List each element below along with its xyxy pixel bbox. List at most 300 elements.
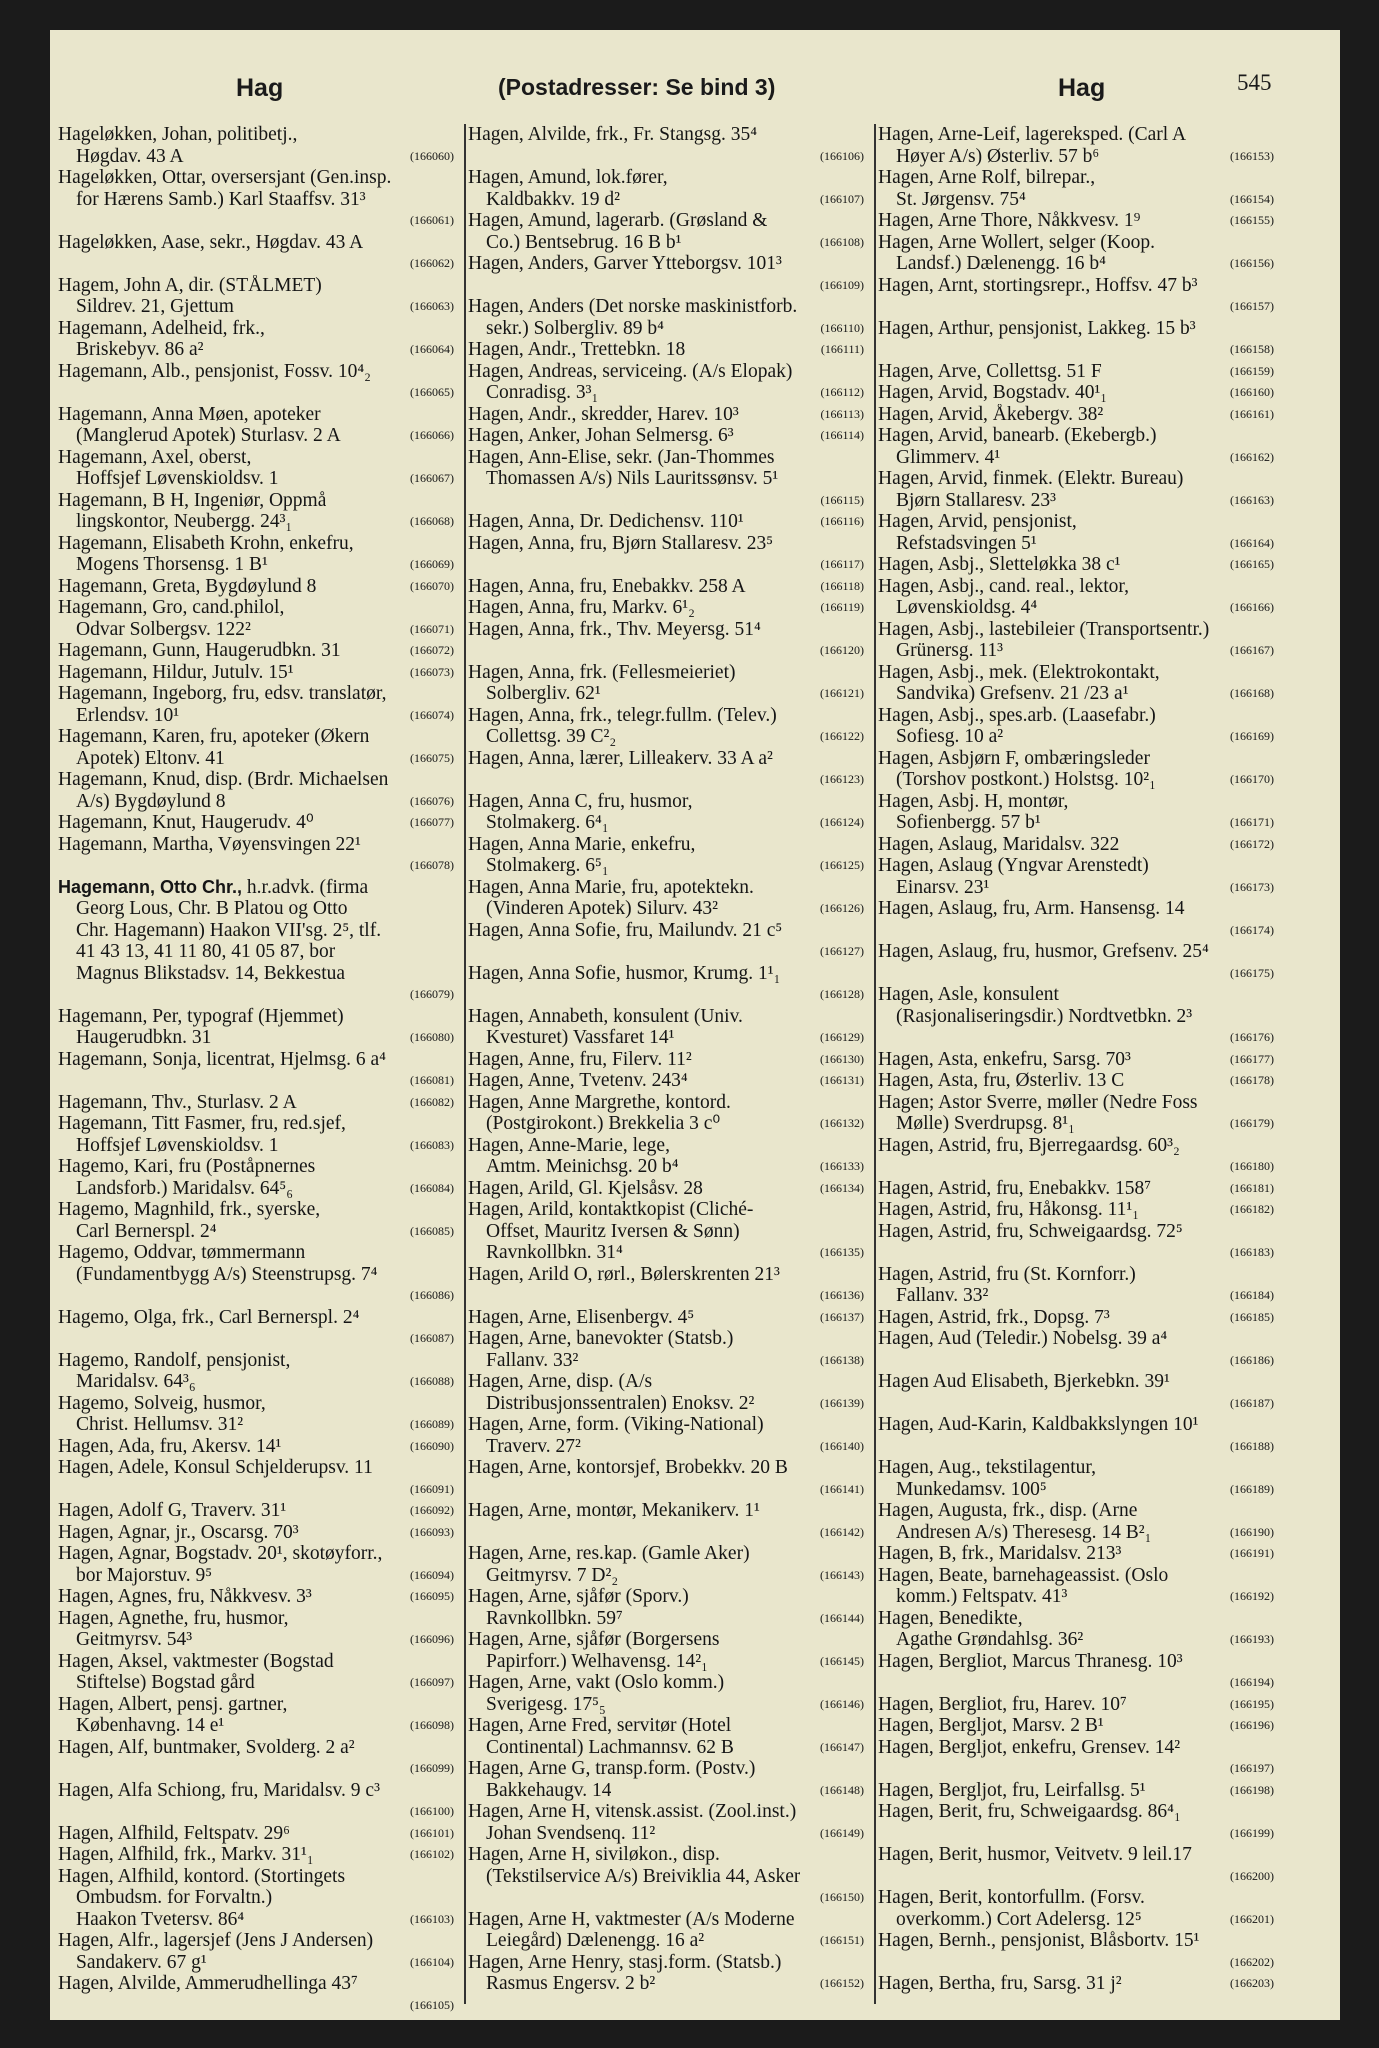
directory-entry [468,748,864,791]
directory-entry [58,490,454,533]
entry-line [878,941,1274,963]
entry-number: (166075) [410,750,454,765]
entry-number: (166069) [410,557,454,571]
entry-number: (166138) [820,1352,864,1367]
entry-text: Ravnkollbkn. 31⁴ [486,1242,623,1263]
directory-entry [58,1522,454,1544]
entry-text: Hagen, Beate, barnehageassist. (Oslo [878,1564,1169,1586]
directory-entry [468,511,864,533]
entry-line [58,404,454,426]
directory-entry [878,1135,1274,1178]
entry-text: Hagen, Albert, pensj. gartner, [58,1693,288,1715]
directory-entry [58,877,454,1006]
entry-line [878,1092,1274,1114]
directory-entry [468,361,864,404]
entry-line [878,705,1274,727]
entry-number: (166107) [820,191,864,206]
entry-text: Stiftelse) Bogstad gård [76,1672,255,1693]
entry-number: (166102) [410,1847,454,1861]
entry-number: (166189) [1230,1481,1274,1496]
entry-line [878,662,1274,684]
entry-line [58,361,454,383]
entry-line [878,1070,1274,1092]
entry-line [878,1006,1274,1028]
directory-entry [878,382,1274,404]
entry-text: Hagen, Alfhild, frk., Markv. 31¹₁ [58,1844,314,1865]
entry-text: Hagen, Arne, banevokter (Statsb.) [468,1328,734,1349]
entry-line [58,146,454,168]
entry-text: Hagen, Anna, frk., Thv. Meyersg. 51⁴ [468,618,761,640]
entry-line [878,167,1274,189]
directory-entry [468,1629,864,1672]
directory-entry [58,1393,454,1436]
entry-text: Hagemann, Gro, cand.philol, [58,597,285,618]
entry-text: Hagen Aud Elisabeth, Bjerkebkn. 39¹ [878,1371,1170,1392]
entry-line [878,1844,1274,1866]
entry-line [58,984,454,1006]
entry-line [58,1737,454,1759]
directory-entry [878,1973,1274,1995]
directory-entry [58,1092,454,1114]
entry-text: Hagen, Arne, kontorsjef, Brobekkv. 20 B [468,1457,788,1478]
directory-entry [58,1113,454,1156]
entry-line [878,683,1274,705]
entry-text: Maridalsv. 64³₆ [76,1371,196,1392]
entry-number: (166151) [820,1933,864,1947]
entry-text: St. Jørgensv. 75⁴ [896,188,1026,210]
entry-line [58,1694,454,1716]
entry-text: Hagen; Astor Sverre, møller (Nedre Foss [878,1091,1198,1113]
entry-number: (166096) [410,1632,454,1646]
entry-line [58,124,454,146]
entry-line [878,361,1274,383]
directory-entry [878,984,1274,1049]
entry-text: Hagemann, Knut, Haugerudv. 4⁰ [58,812,314,833]
entry-line [878,1866,1274,1888]
entry-line [468,253,864,275]
entry-number: (166080) [410,1030,454,1044]
entry-line [878,382,1274,404]
entry-text: Hagen, Bernh., pensjonist, Blåsbortv. 15¹ [878,1930,1200,1951]
entry-text: Hagen, Arne, disp. (A/s [468,1371,653,1392]
entry-line [58,232,454,254]
entry-line [58,1328,454,1350]
entry-line [878,640,1274,662]
entry-line [468,1629,864,1651]
entry-line [58,339,454,361]
directory-entry [468,1672,864,1715]
entry-line [468,447,864,469]
entry-number: (166071) [410,621,454,636]
directory-entry [878,576,1274,619]
entry-text: Hagen, Arne, vakt (Oslo komm.) [468,1672,725,1693]
entry-text: Hagen, Aslaug, fru, husmor, Grefsenv. 25⁴ [878,941,1209,962]
entry-line [878,339,1274,361]
entry-line [58,1823,454,1845]
entry-line [58,468,454,490]
entry-text: Landsforb.) Maridalsv. 64⁵₆ [76,1177,294,1199]
entry-text: Geitmyrsv. 54³ [76,1629,193,1650]
entry-number: (166146) [820,1696,864,1711]
entry-number: (166177) [1230,1051,1274,1066]
directory-entry [878,511,1274,554]
entry-text: Hagen, Arne, form. (Viking-National) [468,1414,764,1435]
entry-text: Hagen, B, frk., Maridalsv. 213³ [878,1543,1122,1564]
directory-entry [878,167,1274,210]
entry-line [878,877,1274,899]
entry-text: Hagen, Aud-Karin, Kaldbakkslyngen 10¹ [878,1414,1199,1435]
entry-text: Odvar Solbergsv. 122² [76,618,251,640]
directory-entry [468,662,864,705]
entry-line [468,1350,864,1372]
entry-line [58,1866,454,1888]
entry-number: (166125) [820,858,864,872]
entry-text: Hagen, Astrid, fru, Schweigaardsg. 72⁵ [878,1220,1183,1242]
entry-line [468,1801,864,1823]
entry-line [878,1242,1274,1264]
entry-line [58,189,454,211]
directory-entry [878,662,1274,705]
entry-number: (166154) [1230,191,1274,206]
entry-line [58,1092,454,1114]
entry-number: (166196) [1230,1718,1274,1732]
entry-number: (166104) [410,1954,454,1969]
entry-number: (166133) [820,1159,864,1173]
entry-line [58,1651,454,1673]
entry-text: Hagen, Anna, fru, Enebakkv. 258 A [468,575,746,597]
entry-text: Hagen, Asbj. H, montør, [878,790,1069,812]
entry-line [468,1672,864,1694]
entry-line [878,812,1274,834]
entry-text: Hagemann, Elisabeth Krohn, enkefru, [58,532,354,554]
entry-number: (166142) [820,1524,864,1539]
entry-text: Hagen, Arne H, vaktmester (A/s Moderne [468,1908,795,1930]
column-divider [464,124,466,2004]
entry-line [468,726,864,748]
entry-line [878,1113,1274,1135]
directory-entry [878,275,1274,318]
entry-number: (166063) [410,299,454,313]
entry-number: (166131) [820,1073,864,1087]
directory-entry [468,1178,864,1200]
directory-entry [58,640,454,662]
entry-text: Hoffsjef Løvenskioldsv. 1 [76,468,279,489]
directory-entry [58,1866,454,1931]
entry-number: (166170) [1230,772,1274,786]
entry-text: Hagen, Adele, Konsul Schjelderupsv. 11 [58,1457,373,1478]
entry-text: Hagen, Asle, konsulent [878,984,1059,1005]
directory-entry [468,1909,864,1952]
entry-line [878,124,1274,146]
entry-text: Hagemann, Martha, Vøyensvingen 22¹ [58,833,361,855]
entry-text: Hagemann, Hildur, Jutulv. 15¹ [58,661,294,683]
entry-line [58,1285,454,1307]
entry-text: bor Majorstuv. 9⁵ [76,1564,213,1586]
entry-text: Hagen, Adolf G, Traverv. 31¹ [58,1500,287,1521]
entry-number: (166085) [410,1223,454,1238]
entry-text: Hagen, Anne Margrethe, kontord. [468,1091,731,1113]
header-left-keyword: Hag [236,74,284,102]
entry-line [878,1651,1274,1673]
entry-text: Hagen, Aslaug (Yngvar Arenstedt) [878,855,1149,876]
entry-line [878,404,1274,426]
entry-line [878,1909,1274,1931]
entry-text: Hagen, Anna Sofie, fru, Mailundv. 21 c⁵ [468,919,783,941]
entry-line [58,1350,454,1372]
entry-number: (166110) [820,320,864,335]
entry-line [878,597,1274,619]
entry-line [58,1586,454,1608]
directory-entry [58,576,454,598]
entry-line [468,1758,864,1780]
entry-text: Hagemo, Oddvar, tømmermann [58,1242,306,1263]
entry-number: (166173) [1230,879,1274,894]
entry-text: 41 43 13, 41 11 80, 41 05 87, bor [76,941,336,962]
entry-text: Christ. Hellumsv. 31² [76,1414,244,1435]
entry-line [468,275,864,297]
entry-text: Magnus Blikstadsv. 14, Bekkestua [76,962,346,984]
directory-entry [878,1371,1274,1414]
entry-line [468,1909,864,1931]
entry-line [468,705,864,727]
entry-number: (166121) [820,686,864,700]
entry-number: (166117) [820,557,864,571]
directory-entry [58,361,454,404]
entry-text: Hagen, Anna Marie, enkefru, [468,833,696,855]
entry-number: (166135) [820,1245,864,1259]
entry-number: (166100) [410,1804,454,1818]
entry-text: A/s) Bygdøylund 8 [76,790,226,812]
directory-entry [468,167,864,210]
entry-line [58,1135,454,1157]
entry-line [878,1156,1274,1178]
entry-line [468,1457,864,1479]
entry-text: Hagen, Bertha, fru, Sarsg. 31 j² [878,1973,1122,1994]
entry-number: (166193) [1230,1632,1274,1646]
entry-line [878,1049,1274,1071]
entry-text: Løvenskioldsg. 4⁴ [896,597,1038,618]
entry-line [878,1715,1274,1737]
directory-entry [468,1006,864,1049]
entry-line [58,1500,454,1522]
directory-entry [468,1801,864,1844]
entry-line [468,1887,864,1909]
entry-line [878,1328,1274,1350]
entry-text: Hagen, Asbjørn F, ombæringsleder [878,747,1150,769]
entry-text: Geitmyrsv. 7 D²₂ [486,1564,619,1586]
entry-text: Hagen, Bergljot, Marsv. 2 B¹ [878,1715,1104,1736]
entry-text: Landsf.) Dælenengg. 16 b⁴ [896,253,1106,274]
entry-number: (166074) [410,707,454,722]
entry-number: (166174) [1230,922,1274,937]
entry-line [58,1049,454,1071]
entry-line [468,1221,864,1243]
entry-line [468,683,864,705]
entry-text: komm.) Feltspatv. 41³ [896,1586,1068,1607]
entry-number: (166108) [820,234,864,249]
entry-number: (166095) [410,1589,454,1603]
entry-line [58,1909,454,1931]
entry-line [878,253,1274,275]
entry-number: (166126) [820,901,864,915]
entry-number: (166199) [1230,1825,1274,1840]
entry-text: Mølle) Sverdrupsg. 8¹₁ [896,1113,1075,1134]
entry-text: Hagen, Alfa Schiong, fru, Maridalsv. 9 c³ [58,1779,380,1801]
entry-number: (166062) [410,256,454,270]
entry-text: Traverv. 27² [486,1435,581,1457]
entry-line [878,1436,1274,1458]
entry-text: Hagen, Anders, Garver Ytteborgsv. 101³ [468,253,782,274]
entry-text: Hagen, Asbj., mek. (Elektrokontakt, [878,661,1160,683]
entry-line [58,554,454,576]
directory-entry [878,748,1274,791]
entry-line [58,1242,454,1264]
entry-line [878,210,1274,232]
entry-text: Hagen, Alfr., lagersjef (Jens J Andersen) [58,1930,374,1951]
entry-number: (166139) [820,1395,864,1410]
entry-text: Hagen, Astrid, fru, Bjerregaardsg. 60³₂ [878,1134,1180,1156]
entry-text: (Torshov postkont.) Holstsg. 10²₁ [896,769,1156,790]
directory-entry [58,1436,454,1458]
entry-text: Einarsv. 23¹ [896,876,990,898]
entry-number: (166086) [410,1288,454,1302]
entry-text: Hagen, Arne, montør, Mekanikerv. 1¹ [468,1500,760,1521]
directory-entry [878,1457,1274,1500]
entry-line [878,1371,1274,1393]
entry-line [468,146,864,168]
entry-text: Hagen, Aslaug, Maridalsv. 322 [878,833,1120,855]
entry-text: Hagen, Anna Marie, fru, apotektekn. [468,876,754,898]
directory-entry [468,1844,864,1909]
directory-entry [468,1328,864,1371]
entry-number: (166156) [1230,256,1274,270]
directory-entry [468,705,864,748]
entry-text: Hagen, Arne G, transp.form. (Postv.) [468,1758,756,1779]
entry-line [878,1758,1274,1780]
entry-line [58,941,454,963]
entry-text: sekr.) Solbergliv. 89 b⁴ [486,317,664,339]
entry-line [878,1285,1274,1307]
entry-number: (166060) [410,148,454,163]
entry-number: (166111) [820,342,864,356]
entry-line [468,619,864,641]
entry-line [878,1823,1274,1845]
entry-line [468,920,864,942]
entry-text: Hagen, Bergliot, fru, Harev. 10⁷ [878,1693,1127,1715]
entry-text: Hagen, Arne, res.kap. (Gamle Aker) [468,1543,750,1564]
entry-text: Hagen, Andr., skredder, Harev. 10³ [468,403,739,425]
directory-entry [58,1844,454,1866]
entry-text: Hagen, Andreas, serviceing. (A/s Elopak) [468,360,793,382]
entry-text: Hagen, Aslaug, fru, Arm. Hansensg. 14 [878,898,1185,919]
entry-text: Hagemann, Otto Chr., h.r.advk. (firma [58,876,369,898]
directory-entry [468,425,864,447]
entry-text: Hagen, Arne Fred, servitør (Hotel [468,1715,732,1736]
directory-entry [468,1264,864,1307]
entry-text: Hagen, Arne Henry, stasj.form. (Statsb.) [468,1951,782,1973]
directory-entry [58,447,454,490]
entry-line [58,425,454,447]
entry-text: Hagen, Anker, Johan Selmersg. 6³ [468,425,734,446]
entry-text: Hagen, Arne Thore, Nåkkvesv. 1⁹ [878,210,1141,231]
entry-line [878,1457,1274,1479]
entry-line [878,1801,1274,1823]
directory-entry [468,1070,864,1092]
entry-number: (166077) [410,815,454,829]
entry-text: Hagen, Agnethe, fru, husmor, [58,1607,289,1629]
entry-line [58,619,454,641]
entry-number: (166200) [1230,1868,1274,1883]
entry-number: (166129) [820,1030,864,1044]
entry-number: (166187) [1230,1395,1274,1410]
entry-line [468,339,864,361]
directory-entry [878,705,1274,748]
entry-text: (Rasjonaliseringsdir.) Nordtvetbkn. 2³ [896,1005,1193,1027]
entry-number: (166157) [1230,299,1274,313]
entry-line [58,1371,454,1393]
entry-line [468,1651,864,1673]
entry-bold-name: Hagemann, Otto Chr., [58,876,243,897]
directory-entry [58,1930,454,1973]
directory-entry [58,1651,454,1694]
entry-text: Hagen, Bergljot, enkefru, Grensev. 14² [878,1736,1181,1758]
entry-number: (166066) [410,428,454,442]
directory-entry [468,124,864,167]
directory-entry [878,210,1274,232]
entry-line [878,1952,1274,1974]
entry-number: (166161) [1230,406,1274,421]
entry-text: Carl Bernerspl. 2⁴ [76,1220,217,1242]
entry-text: overkomm.) Cort Adelersg. 12⁵ [896,1908,1142,1930]
directory-entry [878,1930,1274,1973]
column-1 [58,124,454,2016]
directory-entry [878,554,1274,576]
entry-text: Hagemann, Sonja, licentrat, Hjelmsg. 6 a⁴ [58,1048,386,1070]
directory-entry [58,1350,454,1393]
entry-text: Hagen, Astrid, fru, Håkonsg. 11¹₁ [878,1199,1140,1220]
directory-entry [878,1049,1274,1071]
entry-number: (166150) [820,1890,864,1904]
directory-entry [878,855,1274,898]
entry-line [58,1436,454,1458]
entry-text: Hagen, Arvid, pensjonist, [878,511,1077,532]
entry-line [878,1027,1274,1049]
entry-number: (166169) [1230,729,1274,743]
entry-number: (166101) [410,1825,454,1840]
entry-text: (Tekstilservice A/s) Breiviklia 44, Asker [486,1865,801,1887]
directory-entry [468,619,864,662]
entry-line [58,210,454,232]
directory-entry [468,920,864,963]
directory-entry [878,941,1274,984]
entry-line [468,1930,864,1952]
entry-number: (166141) [820,1481,864,1496]
entry-number: (166153) [1230,148,1274,163]
directory-entry [878,1780,1274,1802]
entry-text: Hagen, Astrid, fru, Enebakkv. 158⁷ [878,1177,1152,1199]
entry-text: Hagen, Asbj., cand. real., lektor, [878,575,1130,597]
entry-line [58,812,454,834]
entry-line [878,963,1274,985]
entry-line [468,984,864,1006]
entry-line [58,1221,454,1243]
entry-line [878,1780,1274,1802]
entry-text: Leiegård) Dælenengg. 16 a² [486,1930,705,1951]
entry-number: (166089) [410,1417,454,1431]
entry-text: Kaldbakkv. 19 d² [486,188,621,210]
entry-line [468,425,864,447]
entry-text: Hagen, Astrid, frk., Dopsg. 7³ [878,1306,1110,1328]
